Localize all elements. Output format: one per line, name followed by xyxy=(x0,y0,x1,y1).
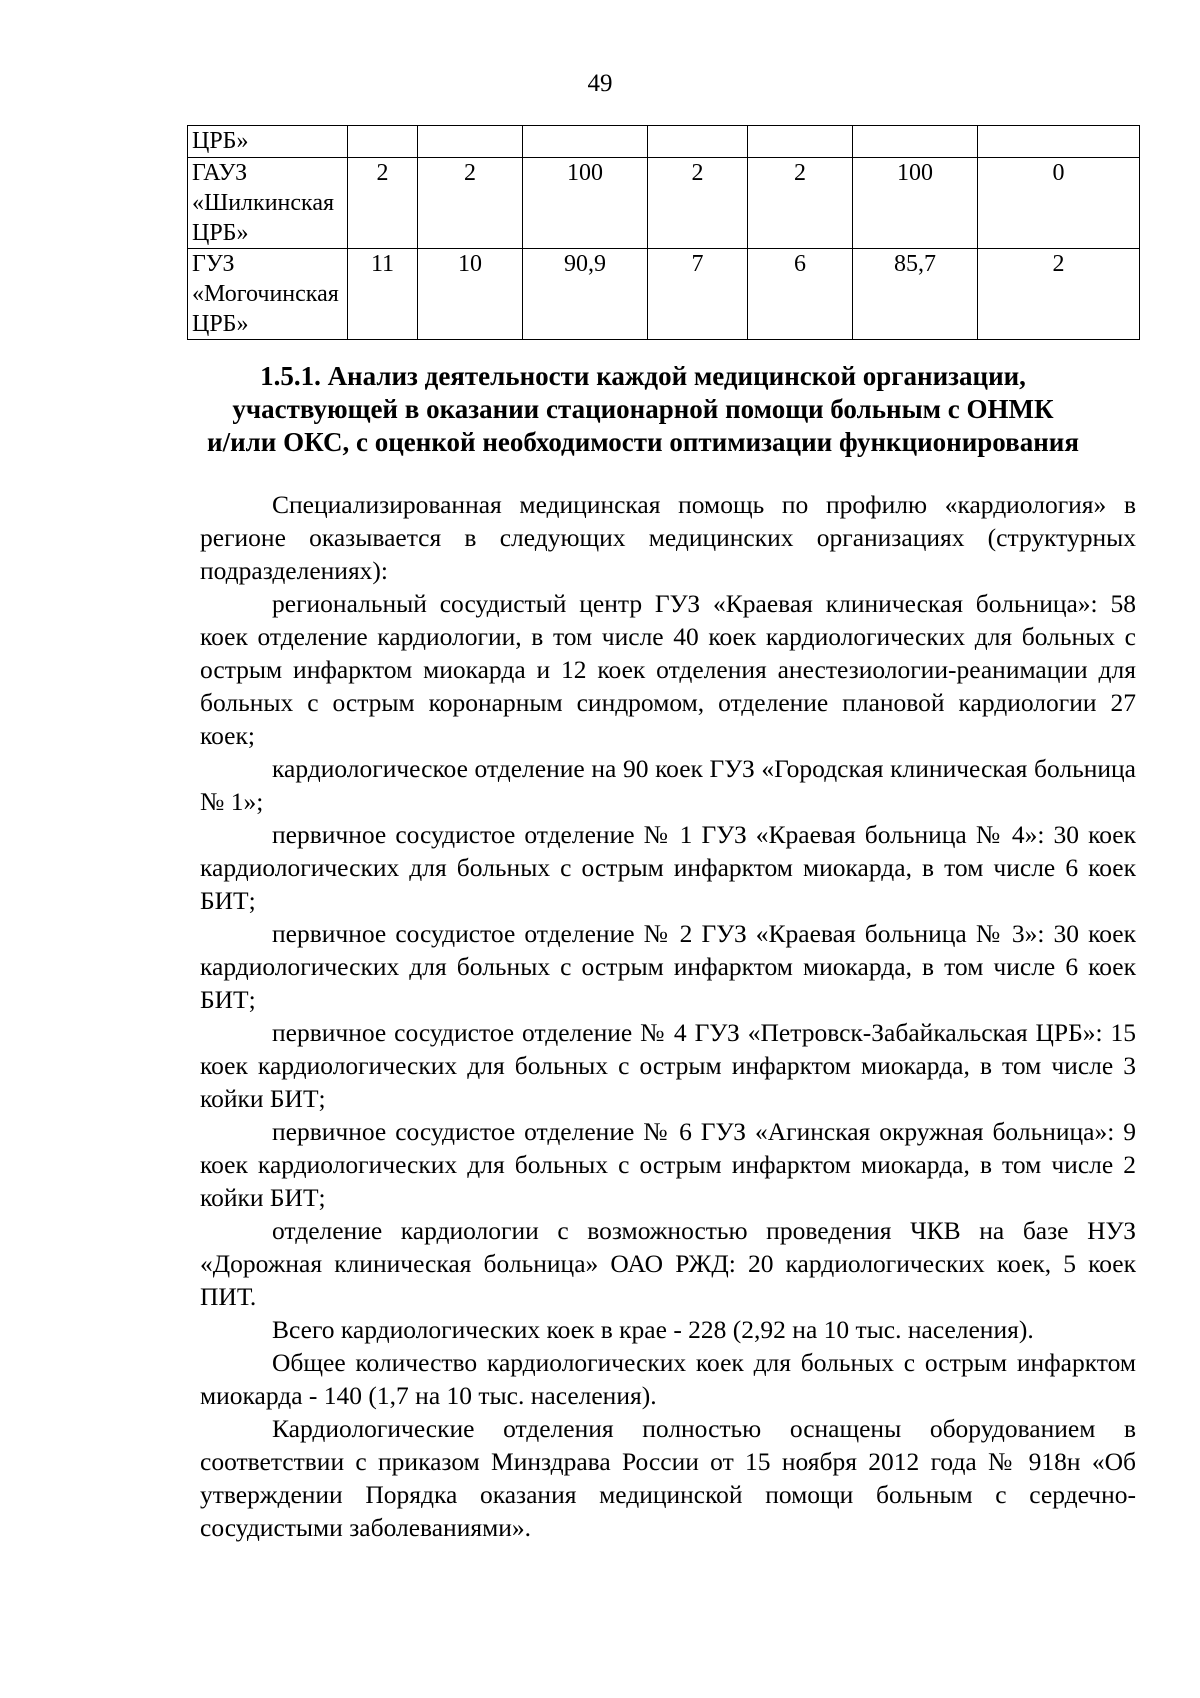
table-cell: ГАУЗ «Шилкинская ЦРБ» xyxy=(188,158,348,249)
table-cell: 2 xyxy=(418,158,523,249)
table-cell xyxy=(978,126,1140,158)
heading-line: участвующей в оказании стационарной помощи больным с ОНМК xyxy=(232,394,1054,424)
page-number: 49 xyxy=(587,70,613,97)
table-cell: 6 xyxy=(748,249,853,340)
table-cell: 90,9 xyxy=(523,249,648,340)
paragraph: Кардиологические отделения полностью оснащены оборудованием в соответствии с приказом Минздрава России от 15 ноября 2012 года № 918н «Об утверждении Порядка оказания медицинской помощи больным с сердечно-сосудистыми заболеваниями». xyxy=(200,1414,1136,1542)
table-cell xyxy=(348,126,418,158)
paragraph: первичное сосудистое отделение № 1 ГУЗ «Краевая больница № 4»: 30 коек кардиологических для больных с острым инфарктом миокарда, в том числе 6 коек БИТ; xyxy=(200,820,1136,915)
table-cell: 11 xyxy=(348,249,418,340)
paragraph: отделение кардиологии с возможностью проведения ЧКВ на базе НУЗ «Дорожная клиническая больница» ОАО РЖД: 20 кардиологических коек, 5 коек ПИТ. xyxy=(200,1216,1136,1311)
table-cell xyxy=(853,126,978,158)
table-cell: 2 xyxy=(348,158,418,249)
paragraph: Всего кардиологических коек в крае - 228 (2,92 на 10 тыс. населения). xyxy=(272,1315,1034,1344)
table-cell: 2 xyxy=(748,158,853,249)
table-cell: ЦРБ» xyxy=(188,126,348,158)
table-cell: 2 xyxy=(648,158,748,249)
table-cell: 0 xyxy=(978,158,1140,249)
table-cell xyxy=(523,126,648,158)
table-row xyxy=(188,249,1140,340)
table-row xyxy=(188,126,1140,158)
paragraph: Общее количество кардиологических коек для больных с острым инфарктом миокарда - 140 (1,7 на 10 тыс. населения). xyxy=(200,1348,1136,1410)
paragraph: первичное сосудистое отделение № 6 ГУЗ «Агинская окружная больница»: 9 коек кардиологических для больных с острым инфарктом миокарда, в том числе 2 койки БИТ; xyxy=(200,1117,1136,1212)
section-heading xyxy=(150,360,1136,459)
paragraph: Специализированная медицинская помощь по профилю «кардиология» в регионе оказывается в следующих медицинских организациях (структурных подразделениях): xyxy=(200,490,1136,585)
paragraph: региональный сосудистый центр ГУЗ «Краевая клиническая больница»: 58 коек отделение кардиологии, в том числе 40 коек кардиологических для больных с острым инфарктом миокарда и 12 коек отделения анестезиологии-реанимации для больных с острым коронарным синдромом, отделение плановой кардиологии 27 коек; xyxy=(200,589,1136,750)
table-cell: 100 xyxy=(523,158,648,249)
table-cell: 100 xyxy=(853,158,978,249)
table-cell: 85,7 xyxy=(853,249,978,340)
body-text xyxy=(200,488,1136,1544)
table-row xyxy=(188,158,1140,249)
table-cell xyxy=(648,126,748,158)
table-cell xyxy=(418,126,523,158)
paragraph: кардиологическое отделение на 90 коек ГУЗ «Городская клиническая больница № 1»; xyxy=(200,754,1136,816)
table-cell xyxy=(748,126,853,158)
paragraph: первичное сосудистое отделение № 4 ГУЗ «Петровск-Забайкальская ЦРБ»: 15 коек кардиологических для больных с острым инфарктом миокарда, в том числе 3 койки БИТ; xyxy=(200,1018,1136,1113)
heading-line: и/или ОКС, с оценкой необходимости оптимизации функционирования xyxy=(207,427,1079,457)
table-cell: 10 xyxy=(418,249,523,340)
table-cell: 2 xyxy=(978,249,1140,340)
paragraph: первичное сосудистое отделение № 2 ГУЗ «Краевая больница № 3»: 30 коек кардиологических для больных с острым инфарктом миокарда, в том числе 6 коек БИТ; xyxy=(200,919,1136,1014)
data-table xyxy=(187,125,1140,340)
table-cell: ГУЗ «Могочинская ЦРБ» xyxy=(188,249,348,340)
table-cell: 7 xyxy=(648,249,748,340)
heading-line: 1.5.1. Анализ деятельности каждой медицинской организации, xyxy=(260,361,1026,391)
